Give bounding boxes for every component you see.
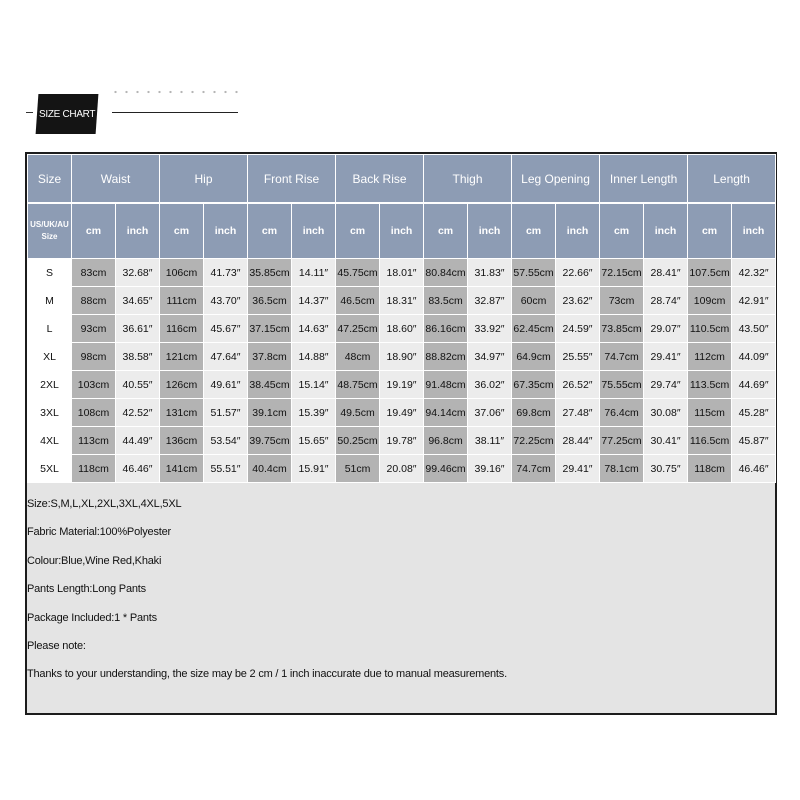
inch-value-cell: 15.65″ (292, 427, 336, 455)
cm-value-cell: 116cm (160, 315, 204, 343)
cm-value-cell: 108cm (72, 399, 116, 427)
inch-value-cell: 38.58″ (116, 343, 160, 371)
inch-value-cell: 18.01″ (380, 259, 424, 287)
inch-value-cell: 30.75″ (644, 455, 688, 483)
inch-value-cell: 22.66″ (556, 259, 600, 287)
cm-value-cell: 64.9cm (512, 343, 556, 371)
inch-value-cell: 46.46″ (732, 455, 776, 483)
cm-value-cell: 115cm (688, 399, 732, 427)
column-header: Front Rise (248, 155, 336, 204)
unit-cm-header: cm (160, 203, 204, 259)
cm-value-cell: 118cm (72, 455, 116, 483)
inch-value-cell: 34.65″ (116, 287, 160, 315)
cm-value-cell: 73.85cm (600, 315, 644, 343)
table-row (28, 399, 776, 427)
column-header: Waist (72, 155, 160, 204)
size-cell: 3XL (28, 399, 72, 427)
inch-value-cell: 29.07″ (644, 315, 688, 343)
inch-value-cell: 42.32″ (732, 259, 776, 287)
column-header: Length (688, 155, 776, 204)
inch-value-cell: 18.31″ (380, 287, 424, 315)
cm-value-cell: 46.5cm (336, 287, 380, 315)
cm-value-cell: 113cm (72, 427, 116, 455)
note-line: Size:S,M,L,XL,2XL,3XL,4XL,5XL (27, 498, 182, 510)
cm-value-cell: 74.7cm (600, 343, 644, 371)
unit-cm-header: cm (424, 203, 468, 259)
cm-value-cell: 99.46cm (424, 455, 468, 483)
cm-value-cell: 141cm (160, 455, 204, 483)
cm-value-cell: 40.4cm (248, 455, 292, 483)
inch-value-cell: 28.41″ (644, 259, 688, 287)
inch-value-cell: 29.41″ (644, 343, 688, 371)
cm-value-cell: 88.82cm (424, 343, 468, 371)
cm-value-cell: 39.75cm (248, 427, 292, 455)
cm-value-cell: 48cm (336, 343, 380, 371)
cm-value-cell: 39.1cm (248, 399, 292, 427)
column-header: Inner Length (600, 155, 688, 204)
cm-value-cell: 45.75cm (336, 259, 380, 287)
note-line: Fabric Material:100%Polyester (27, 526, 171, 539)
cm-value-cell: 126cm (160, 371, 204, 399)
cm-value-cell: 113.5cm (688, 371, 732, 399)
inch-value-cell: 28.74″ (644, 287, 688, 315)
inch-value-cell: 43.70″ (204, 287, 248, 315)
inch-value-cell: 44.09″ (732, 343, 776, 371)
inch-value-cell: 45.67″ (204, 315, 248, 343)
column-header: Leg Opening (512, 155, 600, 204)
inch-value-cell: 33.92″ (468, 315, 512, 343)
column-header: Hip (160, 155, 248, 204)
inch-value-cell: 24.59″ (556, 315, 600, 343)
unit-inch-header: inch (380, 203, 424, 259)
inch-value-cell: 42.91″ (732, 287, 776, 315)
cm-value-cell: 86.16cm (424, 315, 468, 343)
inch-value-cell: 39.16″ (468, 455, 512, 483)
unit-cm-header: cm (72, 203, 116, 259)
note-line: Pants Length:Long Pants (27, 583, 146, 596)
cm-value-cell: 78.1cm (600, 455, 644, 483)
size-cell: S (28, 259, 72, 287)
banner-dash (26, 112, 33, 113)
size-cell: L (28, 315, 72, 343)
inch-value-cell: 14.88″ (292, 343, 336, 371)
cm-value-cell: 121cm (160, 343, 204, 371)
inch-value-cell: 29.41″ (556, 455, 600, 483)
table-row (28, 427, 776, 455)
unit-inch-header: inch (204, 203, 248, 259)
unit-cm-header: cm (688, 203, 732, 259)
inch-value-cell: 51.57″ (204, 399, 248, 427)
cm-value-cell: 116.5cm (688, 427, 732, 455)
banner-dotted-divider (110, 90, 240, 94)
note-line: Please note: (27, 639, 86, 652)
cm-value-cell: 83.5cm (424, 287, 468, 315)
size-table (27, 154, 776, 483)
cm-value-cell: 83cm (72, 259, 116, 287)
unit-inch-header: inch (468, 203, 512, 259)
cm-value-cell: 62.45cm (512, 315, 556, 343)
inch-value-cell: 14.63″ (292, 315, 336, 343)
inch-value-cell: 36.61″ (116, 315, 160, 343)
cm-value-cell: 111cm (160, 287, 204, 315)
cm-value-cell: 60cm (512, 287, 556, 315)
inch-value-cell: 26.52″ (556, 371, 600, 399)
size-cell: 5XL (28, 455, 72, 483)
product-notes (27, 490, 775, 689)
inch-value-cell: 49.61″ (204, 371, 248, 399)
cm-value-cell: 80.84cm (424, 259, 468, 287)
cm-value-cell: 112cm (688, 343, 732, 371)
cm-value-cell: 106cm (160, 259, 204, 287)
inch-value-cell: 27.48″ (556, 399, 600, 427)
cm-value-cell: 73cm (600, 287, 644, 315)
inch-value-cell: 15.14″ (292, 371, 336, 399)
inch-value-cell: 15.39″ (292, 399, 336, 427)
inch-value-cell: 30.41″ (644, 427, 688, 455)
size-chart-banner (0, 0, 800, 150)
table-row (28, 343, 776, 371)
inch-value-cell: 32.87″ (468, 287, 512, 315)
cm-value-cell: 109cm (688, 287, 732, 315)
inch-value-cell: 31.83″ (468, 259, 512, 287)
size-chart-badge (36, 94, 99, 134)
inch-value-cell: 34.97″ (468, 343, 512, 371)
cm-value-cell: 72.15cm (600, 259, 644, 287)
cm-value-cell: 88cm (72, 287, 116, 315)
column-header: Back Rise (336, 155, 424, 204)
cm-value-cell: 76.4cm (600, 399, 644, 427)
inch-value-cell: 46.46″ (116, 455, 160, 483)
cm-value-cell: 47.25cm (336, 315, 380, 343)
unit-cm-header: cm (512, 203, 556, 259)
inch-value-cell: 23.62″ (556, 287, 600, 315)
cm-value-cell: 72.25cm (512, 427, 556, 455)
table-unit-row (28, 203, 776, 259)
inch-value-cell: 30.08″ (644, 399, 688, 427)
inch-value-cell: 19.49″ (380, 399, 424, 427)
cm-value-cell: 103cm (72, 371, 116, 399)
table-row (28, 287, 776, 315)
note-line: Package Included:1 * Pants (27, 611, 157, 624)
inch-value-cell: 38.11″ (468, 427, 512, 455)
cm-value-cell: 48.75cm (336, 371, 380, 399)
unit-inch-header: inch (732, 203, 776, 259)
cm-value-cell: 49.5cm (336, 399, 380, 427)
unit-cm-header: cm (248, 203, 292, 259)
cm-value-cell: 110.5cm (688, 315, 732, 343)
inch-value-cell: 42.52″ (116, 399, 160, 427)
cm-value-cell: 131cm (160, 399, 204, 427)
table-body (28, 259, 776, 483)
unit-inch-header: inch (556, 203, 600, 259)
cm-value-cell: 35.85cm (248, 259, 292, 287)
inch-value-cell: 18.60″ (380, 315, 424, 343)
size-cell: 2XL (28, 371, 72, 399)
cm-value-cell: 75.55cm (600, 371, 644, 399)
inch-value-cell: 14.11″ (292, 259, 336, 287)
cm-value-cell: 37.8cm (248, 343, 292, 371)
cm-value-cell: 36.5cm (248, 287, 292, 315)
inch-value-cell: 37.06″ (468, 399, 512, 427)
cm-value-cell: 93cm (72, 315, 116, 343)
size-cell: M (28, 287, 72, 315)
inch-value-cell: 47.64″ (204, 343, 248, 371)
inch-value-cell: 53.54″ (204, 427, 248, 455)
inch-value-cell: 29.74″ (644, 371, 688, 399)
inch-value-cell: 28.44″ (556, 427, 600, 455)
unit-inch-header: inch (644, 203, 688, 259)
inch-value-cell: 19.78″ (380, 427, 424, 455)
inch-value-cell: 36.02″ (468, 371, 512, 399)
cm-value-cell: 69.8cm (512, 399, 556, 427)
size-chart-badge-label: SIZE CHART (38, 108, 96, 120)
unit-cm-header: cm (336, 203, 380, 259)
inch-value-cell: 25.55″ (556, 343, 600, 371)
inch-value-cell: 14.37″ (292, 287, 336, 315)
cm-value-cell: 98cm (72, 343, 116, 371)
cm-value-cell: 74.7cm (512, 455, 556, 483)
cm-value-cell: 38.45cm (248, 371, 292, 399)
size-cell: 4XL (28, 427, 72, 455)
column-header: Thigh (424, 155, 512, 204)
unit-cm-header: cm (600, 203, 644, 259)
banner-divider-line (112, 112, 238, 113)
inch-value-cell: 32.68″ (116, 259, 160, 287)
inch-value-cell: 45.28″ (732, 399, 776, 427)
unit-inch-header: inch (116, 203, 160, 259)
cm-value-cell: 94.14cm (424, 399, 468, 427)
cm-value-cell: 50.25cm (336, 427, 380, 455)
table-row (28, 259, 776, 287)
table-header-row (28, 155, 776, 204)
cm-value-cell: 107.5cm (688, 259, 732, 287)
unit-inch-header: inch (292, 203, 336, 259)
size-system-label: US/UK/AU Size (28, 203, 72, 259)
cm-value-cell: 118cm (688, 455, 732, 483)
inch-value-cell: 15.91″ (292, 455, 336, 483)
size-cell: XL (28, 343, 72, 371)
inch-value-cell: 43.50″ (732, 315, 776, 343)
note-line: Thanks to your understanding, the size may be 2 cm / 1 inch inaccurate due to manual measurements. (27, 668, 507, 681)
inch-value-cell: 18.90″ (380, 343, 424, 371)
cm-value-cell: 136cm (160, 427, 204, 455)
inch-value-cell: 20.08″ (380, 455, 424, 483)
cm-value-cell: 37.15cm (248, 315, 292, 343)
inch-value-cell: 40.55″ (116, 371, 160, 399)
size-column-header: Size (28, 155, 72, 204)
cm-value-cell: 67.35cm (512, 371, 556, 399)
table-row (28, 455, 776, 483)
size-chart-frame (25, 152, 777, 715)
note-line: Colour:Blue,Wine Red,Khaki (27, 554, 162, 567)
cm-value-cell: 96.8cm (424, 427, 468, 455)
table-row (28, 371, 776, 399)
inch-value-cell: 45.87″ (732, 427, 776, 455)
inch-value-cell: 44.69″ (732, 371, 776, 399)
inch-value-cell: 41.73″ (204, 259, 248, 287)
cm-value-cell: 77.25cm (600, 427, 644, 455)
inch-value-cell: 19.19″ (380, 371, 424, 399)
cm-value-cell: 51cm (336, 455, 380, 483)
cm-value-cell: 57.55cm (512, 259, 556, 287)
inch-value-cell: 55.51″ (204, 455, 248, 483)
inch-value-cell: 44.49″ (116, 427, 160, 455)
cm-value-cell: 91.48cm (424, 371, 468, 399)
table-row (28, 315, 776, 343)
